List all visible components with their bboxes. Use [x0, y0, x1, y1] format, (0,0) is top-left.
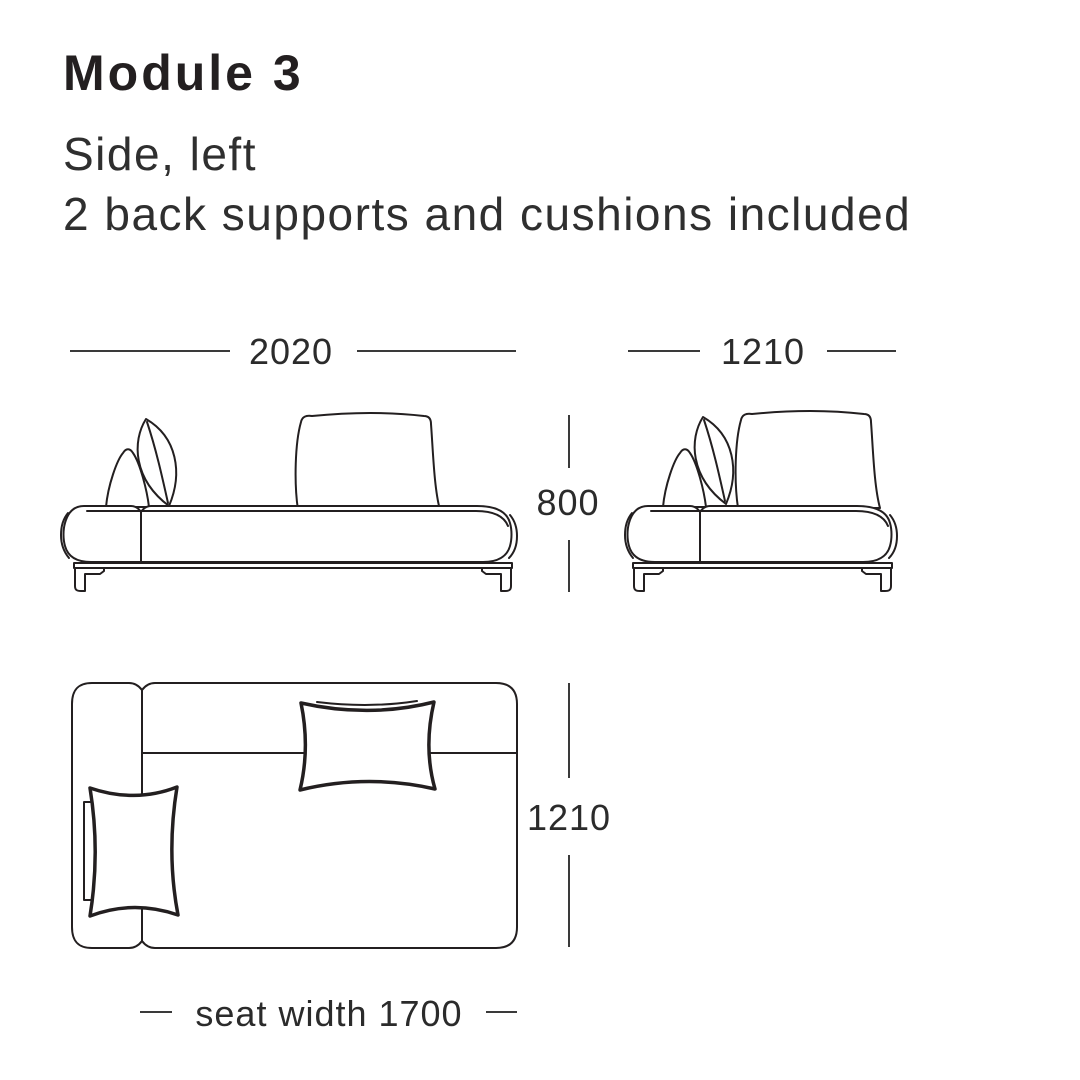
top-view-drawing	[72, 683, 517, 948]
dimension-side-width: 1210	[720, 331, 806, 372]
side-back-cushion	[736, 411, 880, 508]
side-right-leg	[862, 568, 891, 591]
front-right-leg	[482, 568, 511, 591]
dimension-front-width: 2020	[248, 331, 334, 372]
subtitle-configuration: Side, left	[63, 128, 257, 180]
dimension-top-depth: 1210	[526, 797, 612, 838]
front-left-leg	[75, 568, 104, 591]
side-base-rail	[633, 563, 892, 568]
front-seat	[64, 506, 512, 562]
subtitle-included-items: 2 back supports and cushions included	[63, 188, 912, 240]
side-left-leg	[634, 568, 663, 591]
dimension-seat-width: seat width 1700	[195, 993, 463, 1034]
front-back-cushion	[296, 413, 440, 510]
page-title: Module 3	[63, 45, 304, 101]
dimension-height: 800	[536, 482, 600, 523]
front-view-drawing	[61, 413, 517, 591]
top-side-pillow	[90, 787, 178, 916]
front-base-rail	[74, 563, 512, 568]
top-back-cushion	[300, 702, 435, 790]
